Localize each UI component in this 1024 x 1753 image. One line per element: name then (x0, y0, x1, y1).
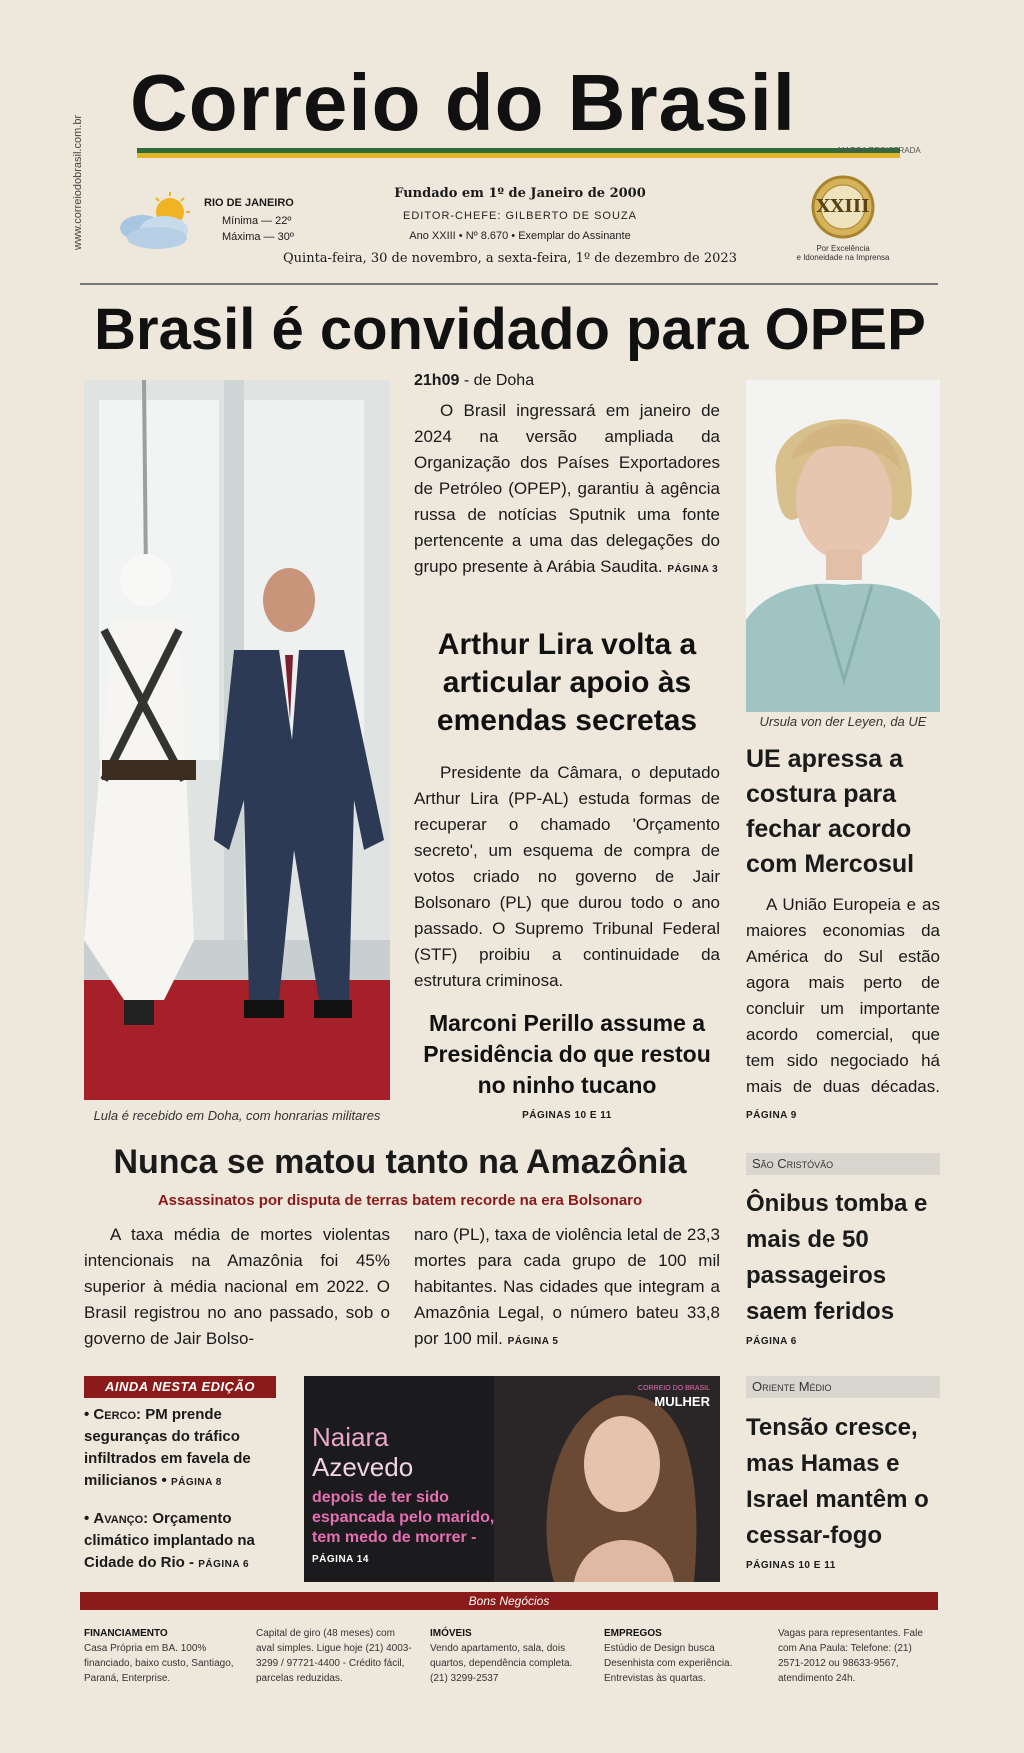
opep-page-ref[interactable]: PÁGINA 3 (667, 564, 719, 575)
promo-name2: Azevedo (312, 1452, 414, 1482)
seal-caption (790, 244, 896, 262)
seal-caption-line2: e Idoneidade na Imprensa (796, 253, 890, 262)
masthead-title: Correio do Brasil (130, 58, 797, 147)
date-line: Quinta-feira, 30 de novembro, a sexta-feira, 1º de dezembro de 2023 (283, 251, 737, 266)
ue-headline[interactable]: UE apressa a costura para fechar acordo com Mercosul (746, 745, 915, 878)
classified-5[interactable] (778, 1626, 938, 1686)
seal-label: XXIII (816, 196, 870, 217)
promo-mulher[interactable] (304, 1376, 720, 1582)
classified-1-text: Casa Própria em BA. 100% financiado, baixo custo, Santiago, Paraná, Enterprise. (84, 1643, 234, 1684)
classified-2[interactable] (256, 1626, 416, 1686)
promo-text (312, 1488, 500, 1570)
section-sao-cristovao: São Cristóvão (746, 1153, 940, 1175)
amazon-col-1 (84, 1222, 390, 1352)
ursula-photo-caption: Ursula von der Leyen, da UE (759, 714, 927, 729)
ainda-item2-text: Orçamento climático implantado na Cidade do Rio (84, 1510, 255, 1571)
amazon-subhead: Assassinatos por disputa de terras batem recorde na era Bolsonaro (157, 1192, 643, 1209)
header-divider (80, 283, 938, 285)
promo-brand-small: CORREIO DO BRASIL (638, 1385, 710, 1392)
amazon-page-ref[interactable]: PÁGINA 5 (507, 1336, 559, 1347)
ue-body (746, 892, 940, 1129)
promo-text-body: depois de ter sido espancada pelo marido, tem medo de morrer - (312, 1489, 495, 1546)
classified-1-cat: FINANCIAMENTO (84, 1628, 168, 1639)
founding-line: Fundado em 1º de Janeiro de 2000 (394, 186, 646, 201)
award-seal-icon (808, 172, 878, 242)
ainda-item2-kicker: Avanço: (93, 1510, 149, 1527)
amazon-headline[interactable]: Nunca se matou tanto na Amazônia (113, 1143, 687, 1181)
side-url[interactable]: www.correiodobrasil.com.br (72, 114, 84, 250)
perillo-page-ref[interactable]: PÁGINAS 10 E 11 (522, 1110, 612, 1121)
weather-city: RIO DE JANEIRO (204, 197, 294, 209)
opep-dateline-code: 21h09 (414, 372, 460, 389)
classified-2-text: Capital de giro (48 meses) com aval simples. Ligue hoje (21) 4003-3299 / 97721-4400 - Crédito fácil, parcelas reduzidas. (256, 1628, 412, 1684)
onibus-page-ref[interactable]: PÁGINA 6 (746, 1336, 797, 1347)
opep-dateline-place: - de Doha (463, 372, 535, 389)
masthead-yellow-stripe (137, 153, 900, 158)
seal-caption-line1: Por Excelência (816, 244, 870, 253)
classified-3-cat: IMÓVEIS (430, 1628, 472, 1639)
amazon-col1-text: A taxa média de mortes violentas intencionais na Amazônia foi 45% superior à média nacional em 2022. O Brasil registrou no ano passado, sob o governo de Jair Bolso- (84, 1225, 390, 1348)
weather-max: Máxima — 30º (222, 231, 294, 243)
opep-body-text: O Brasil ingressará em janeiro de 2024 na versão ampliada da Organização dos Países Exportadores de Petróleo (OPEP), garantiu à agência russa de notícias Sputnik uma fonte pertencente a uma das delegações do grupo presente à Arábia Saudita. (414, 401, 720, 576)
ue-body-text: A União Europeia e as maiores economias da América do Sul estão agora mais perto de concluir um importante acordo comercial, que tem sido negociado há mais de duas décadas. (746, 895, 940, 1096)
main-photo[interactable] (84, 380, 390, 1100)
editor-line: EDITOR-CHEFE: GILBERTO DE SOUZA (403, 210, 637, 222)
ainda-item1-kicker: Cerco: (93, 1406, 142, 1423)
amazon-col-2 (414, 1222, 720, 1355)
ainda-item1-text: PM prende seguranças do tráfico infiltrados em favela de milicianos (84, 1406, 251, 1489)
perillo-headline[interactable]: Marconi Perillo assume a Presidência do que restou no ninho tucano (423, 1010, 711, 1098)
lira-headline[interactable]: Arthur Lira volta a articular apoio às emendas secretas (436, 628, 698, 737)
weather-icon (112, 190, 212, 252)
opep-dateline (414, 372, 534, 390)
ue-page-ref[interactable]: PÁGINA 9 (746, 1110, 797, 1121)
onibus-headline[interactable]: Ônibus tomba e mais de 50 passageiros saem feridos (746, 1190, 928, 1325)
promo-name (312, 1422, 413, 1482)
weather-min: Mínima — 22º (222, 215, 292, 227)
classified-5-text: Vagas para representantes. Fale com Ana Paula: Telefone: (21) 2571-2012 ou 98633-9567, atendimento 24h. (778, 1628, 923, 1684)
promo-brand-label: MULHER (654, 1394, 710, 1409)
amazon-col2-text: naro (PL), taxa de violência letal de 23,3 mortes para cada grupo de 100 mil habitantes. Nas cidades que integram a Amazônia Legal, o número bateu 33,8 por 100 mil. (414, 1225, 720, 1348)
ainda-band: AINDA NESTA EDIÇÃO (84, 1376, 276, 1398)
masthead-tag: MARCA REGISTRADA (838, 146, 921, 155)
classifieds-band: Bons Negócios (80, 1592, 938, 1610)
promo-name1: Naiara (312, 1422, 389, 1452)
hamas-headline[interactable]: Tensão cresce, mas Hamas e Israel mantêm o cessar-fogo (746, 1414, 929, 1549)
ursula-photo[interactable] (746, 380, 940, 712)
main-headline[interactable]: Brasil é convidado para OPEP (94, 297, 926, 362)
lira-body-text: Presidente da Câmara, o deputado Arthur Lira (PP-AL) estuda formas de recuperar o chamado 'Orçamento secreto', um esquema de compra de votos criado no governo de Jair Bolsonaro (PL) que durou todo o ano passado. O Supremo Tribunal Federal (STF) proibiu a continuidade da estrutura criminosa. (414, 763, 720, 990)
ainda-item2-ref[interactable]: PÁGINA 6 (198, 1559, 250, 1570)
classified-4-cat: EMPREGOS (604, 1628, 662, 1639)
opep-body (414, 398, 720, 583)
lira-body (414, 760, 720, 994)
main-photo-caption: Lula é recebido em Doha, com honrarias militares (93, 1108, 381, 1123)
promo-brand (638, 1382, 710, 1408)
ainda-item-avanco[interactable]: • Avanço: Orçamento climático implantado na Cidade do Rio - PÁGINA 6 (84, 1510, 255, 1571)
promo-page-ref[interactable]: PÁGINA 14 (312, 1554, 369, 1565)
classified-4[interactable] (604, 1626, 764, 1686)
ainda-item1-ref[interactable]: PÁGINA 8 (170, 1477, 222, 1488)
section-oriente-medio: Oriente Médio (746, 1376, 940, 1398)
classified-4-text: Estúdio de Design busca Desenhista com experiência. Entrevistas às quartas. (604, 1643, 733, 1684)
classified-3[interactable] (430, 1626, 590, 1686)
classified-1[interactable] (84, 1626, 244, 1686)
classified-3-text: Vendo apartamento, sala, dois quartos, dependência completa. (21) 3299-2537 (430, 1643, 573, 1684)
edition-line: Ano XXIII • Nº 8.670 • Exemplar do Assinante (409, 230, 631, 242)
ainda-item-cerco[interactable]: • Cerco: PM prende seguranças do tráfico infiltrados em favela de milicianos • PÁGINA 8 (84, 1406, 251, 1489)
hamas-page-ref[interactable]: PÁGINAS 10 E 11 (746, 1560, 836, 1571)
